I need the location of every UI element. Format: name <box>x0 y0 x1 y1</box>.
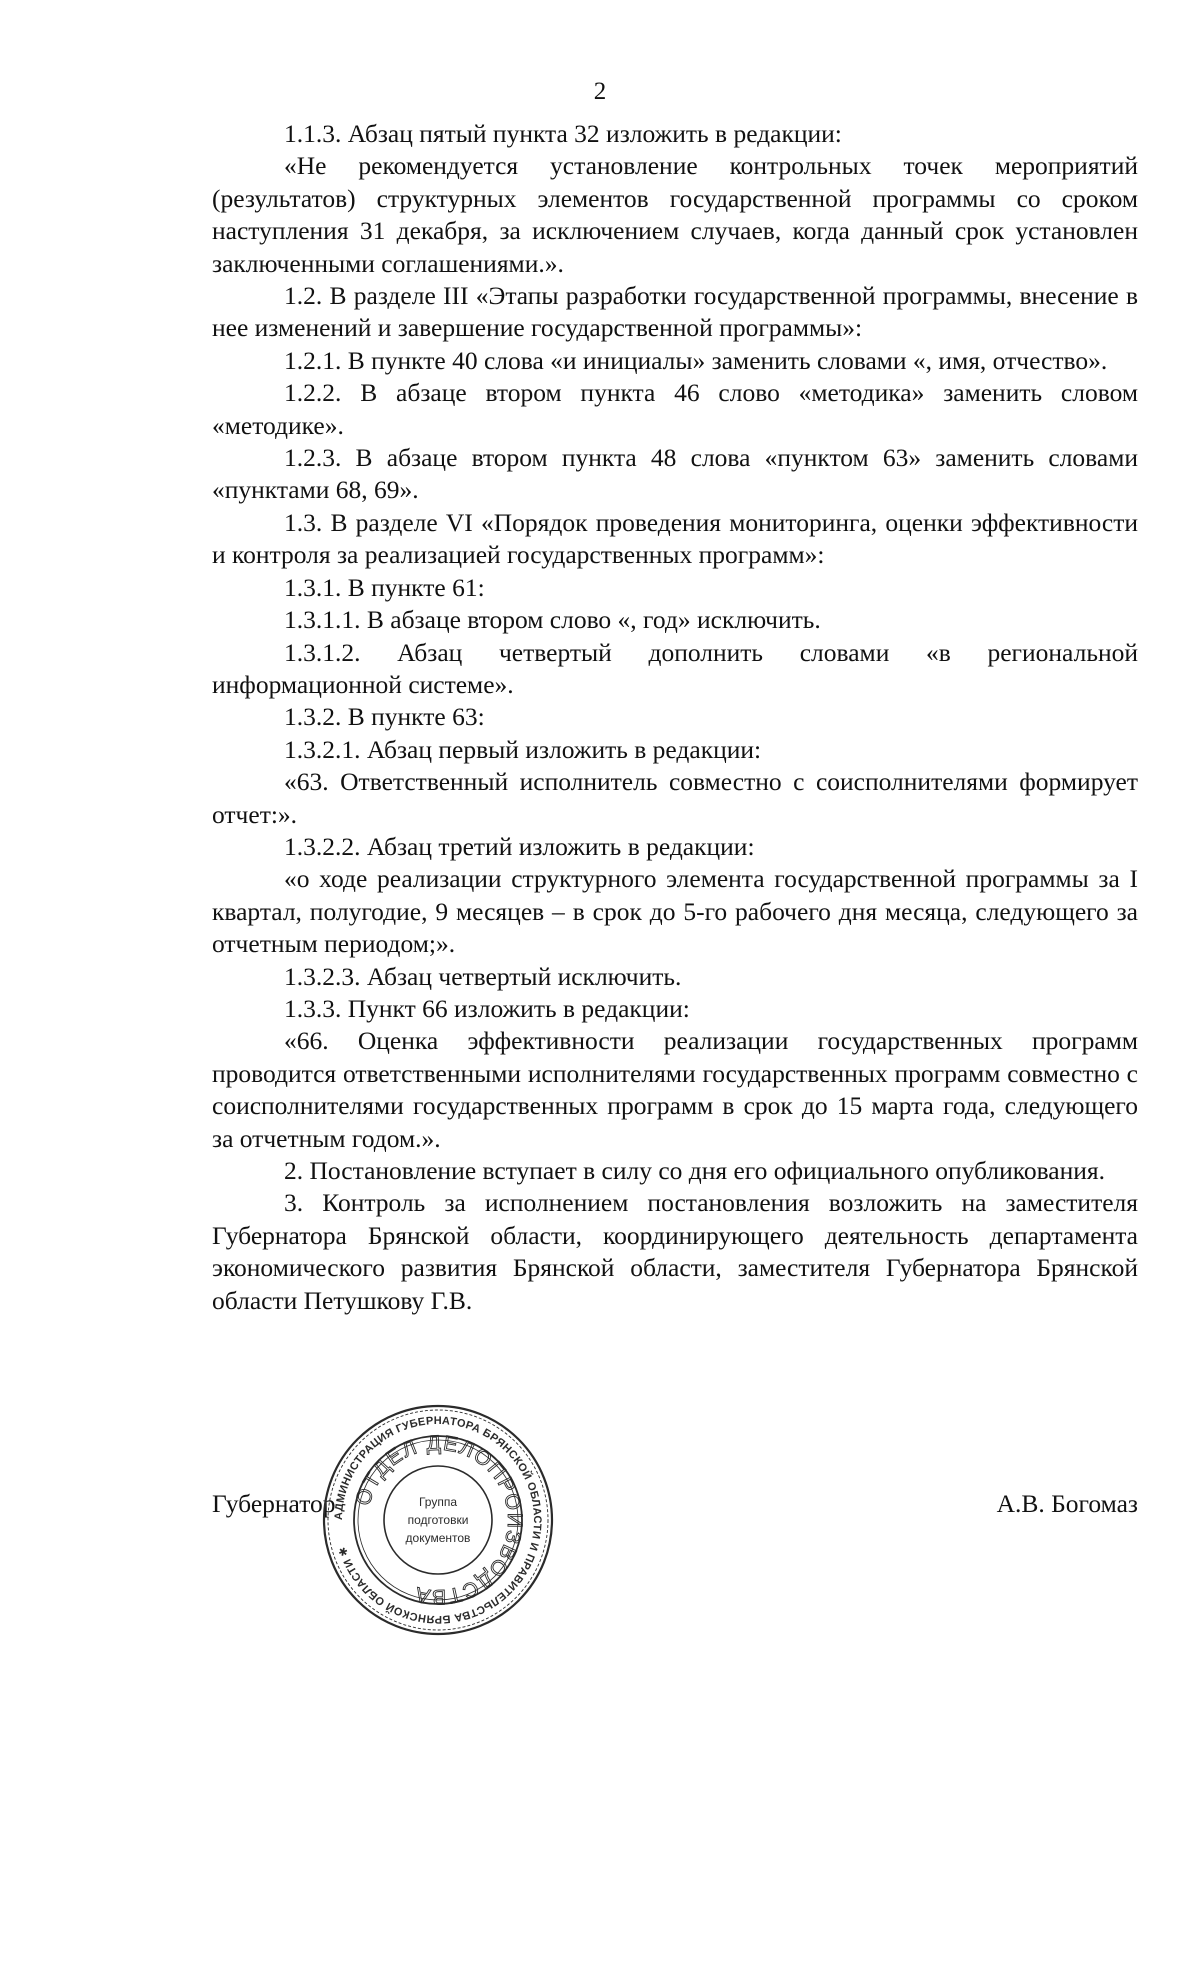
paragraph: 1.2.3. В абзаце втором пункта 48 слова «пунктом 63» заменить словами «пунктами 68, 69». <box>212 443 1138 505</box>
paragraph: 1.3.2.1. Абзац первый изложить в редакции: <box>284 734 762 764</box>
paragraph: «о ходе реализации структурного элемента государственной программы за I квартал, полугодие, 9 месяцев – в срок до 5-го рабочего дня месяца, следующего за отчетным периодом;». <box>212 864 1138 959</box>
paragraph: 1.2.2. В абзаце втором пункта 46 слово «методика» заменить словом «методике». <box>212 378 1138 440</box>
paragraph: «66. Оценка эффективности реализации государственных программ проводится ответственными исполнителями государственных программ совместно с соисполнителями государственных программ в срок до 15 марта года, следующего за отчетным годом.». <box>212 1026 1138 1153</box>
paragraph: 1.2.1. В пункте 40 слова «и инициалы» заменить словами «, имя, отчество». <box>284 345 1108 375</box>
paragraph: 1.3.1.2. Абзац четвертый дополнить словами «в региональной информационной системе». <box>212 637 1138 699</box>
paragraph: 1.3.2.3. Абзац четвертый исключить. <box>284 961 682 991</box>
paragraph: 1.2. В разделе III «Этапы разработки государственной программы, внесение в нее изменений и завершение государственной программы»: <box>212 281 1138 343</box>
paragraph: 1.3. В разделе VI «Порядок проведения мониторинга, оценки эффективности и контроля за реализацией государственных программ»: <box>212 507 1138 570</box>
paragraph: 1.3.1. В пункте 61: <box>284 572 485 602</box>
stamp-outer-text: АДМИНИСТРАЦИЯ ГУБЕРНАТОРА БРЯНСКОЙ ОБЛАСТИ И ПРАВИТЕЛЬСТВА БРЯНСКОЙ ОБЛАСТИ ✱ <box>332 1414 544 1626</box>
page-number: 2 <box>593 78 607 105</box>
paragraph: 1.3.2. В пункте 63: <box>284 702 485 732</box>
paragraph: «Не рекомендуется установление контрольных точек мероприятий (результатов) структурных элементов государственной программы со сроком наступления 31 декабря, за исключением случаев, когда данный срок установлен заключенными соглашениями.». <box>212 151 1138 278</box>
paragraph: 3. Контроль за исполнением постановления возложить на заместителя Губернатора Брянской области, координирующего деятельность департамента экономического развития Брянской области, заместителя Губернатора Брянской области Петушкову Г.В. <box>212 1188 1138 1315</box>
paragraph: 2. Постановление вступает в силу со дня его официального опубликования. <box>284 1156 1105 1185</box>
signatory-name: А.В. Богомаз <box>996 1489 1138 1518</box>
paragraph: «63. Ответственный исполнитель совместно с соисполнителями формирует отчет:». <box>212 767 1138 829</box>
official-stamp <box>318 1400 558 1640</box>
stamp-center-line: Группа <box>418 1495 458 1509</box>
paragraph: 1.3.1.1. В абзаце втором слово «, год» исключить. <box>284 605 821 635</box>
stamp-center-line: документов <box>405 1531 471 1545</box>
paragraph: 1.3.3. Пункт 66 изложить в редакции: <box>284 993 690 1023</box>
paragraph: 1.3.2.2. Абзац третий изложить в редакции: <box>284 831 755 861</box>
paragraph: 1.1.3. Абзац пятый пункта 32 изложить в редакции: <box>284 119 842 148</box>
stamp-inner-text: ОТДЕЛ ДЕЛОПРОИЗВОДСТВА <box>351 1431 527 1609</box>
stamp-center-line: подготовки <box>407 1513 469 1527</box>
signatory-title: Губернатор <box>212 1489 336 1518</box>
document-body <box>212 118 1138 1317</box>
